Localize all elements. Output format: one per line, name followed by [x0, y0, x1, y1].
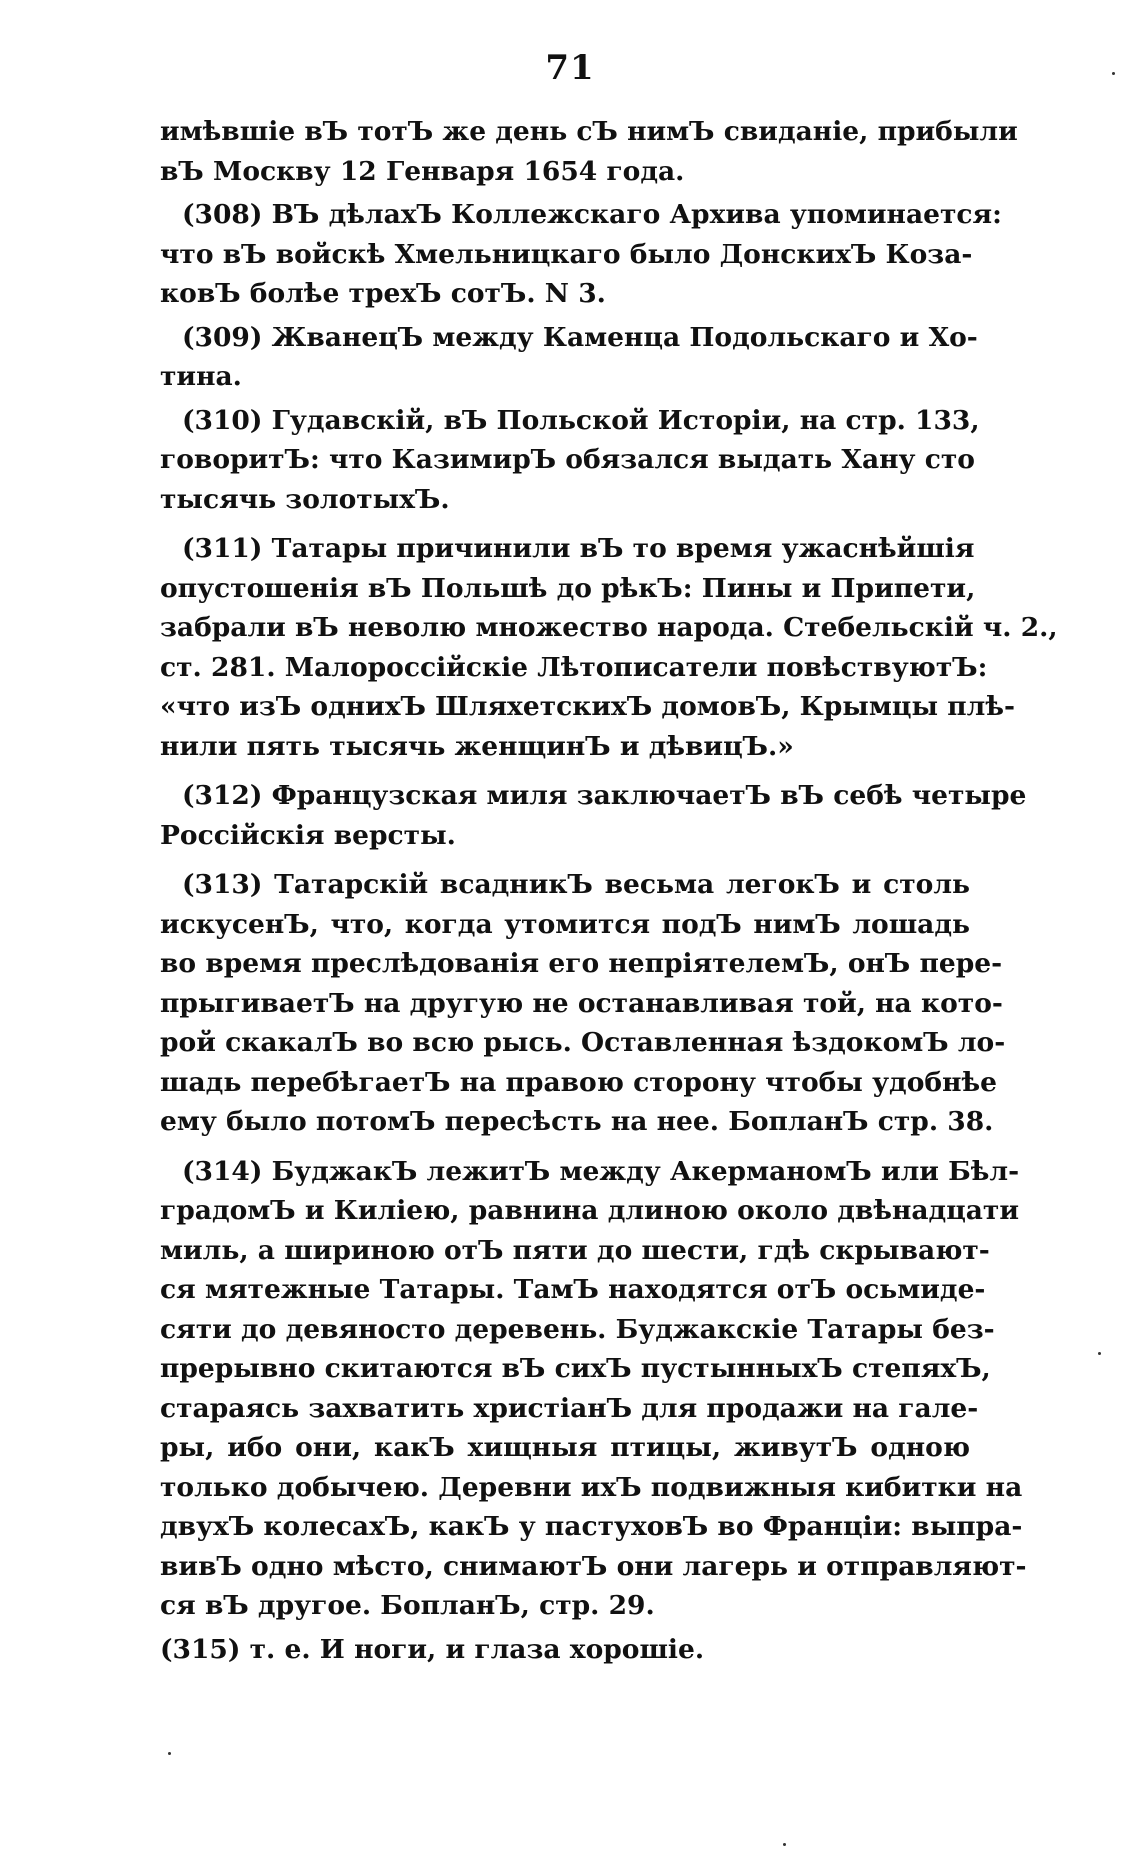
text-line: «что изЪ однихЪ ШляхетскихЪ домовЪ, Крымцы плѣ-: [160, 691, 1015, 722]
text-line: искусенЪ, что, когда утомится подЪ нимЪ лошадь: [160, 908, 970, 940]
footnotes-text: [160, 112, 1058, 1673]
footnote-309: [160, 318, 978, 397]
text-line: ему было потомЪ пересѣсть на нее. БопланЪ стр. 38.: [160, 1106, 994, 1137]
text-line: ры, ибо они, какЪ хищныя птицы, живутЪ одною: [160, 1432, 970, 1463]
text-line: во время преслѣдованія его непріятелемЪ, онЪ пере-: [160, 948, 1003, 979]
text-line: вивЪ одно мѣсто, снимаютЪ они лагерь и отправляют-: [160, 1550, 1027, 1582]
footnote-310: [160, 401, 980, 520]
text-line: (312) Французская миля заключаетЪ вЪ себѣ четыре: [182, 780, 1027, 811]
paragraph-continuation: [160, 112, 1018, 191]
footnote-308: [160, 195, 1002, 314]
text-line: тысячь золотыхЪ.: [160, 483, 450, 515]
text-line: (313) Татарскій всадникЪ весьма легокЪ и столь: [182, 869, 970, 900]
text-line: ковЪ болѣе трехЪ сотЪ. N 3.: [160, 278, 606, 309]
text-line: только добычею. Деревни ихЪ подвижныя кибитки на: [160, 1471, 1023, 1503]
text-line: тина.: [160, 361, 242, 392]
text-line: (314) БуджакЪ лежитЪ между АкерманомЪ или Бѣл-: [182, 1155, 1020, 1187]
text-line: ся вЪ другое. БопланЪ, стр. 29.: [160, 1590, 655, 1621]
text-line: двухЪ колесахЪ, какЪ у пастуховЪ во Франціи: выпра-: [160, 1511, 1023, 1542]
text-line: (311) Татары причинили вЪ то время ужаснѣйшія: [182, 533, 975, 564]
text-line: что вЪ войскѣ Хмельницкаго было ДонскихЪ Коза-: [160, 238, 973, 270]
ink-speck: [1112, 72, 1115, 75]
text-line: рой скакалЪ во всю рысь. Оставленная ѣздокомЪ ло-: [160, 1027, 1006, 1058]
footnote-313: [160, 865, 1006, 1142]
footnote-314: [160, 1152, 1027, 1626]
footnote-312: [160, 776, 1027, 855]
text-line: градомЪ и Киліею, равнина длиною около двѣнадцати: [160, 1195, 1020, 1226]
page-number: 71: [545, 48, 595, 88]
ink-speck: [1098, 1352, 1101, 1355]
footnote-311: [160, 529, 1058, 766]
text-line: прыгиваетЪ на другую не останавливая той, на кото-: [160, 987, 1003, 1019]
ink-speck: [783, 1843, 786, 1846]
text-line: (309) ЖванецЪ между Каменца Подольскаго и Хо-: [182, 321, 978, 353]
text-line: Россійскія версты.: [160, 819, 456, 851]
text-line: стараясь захватить христіанЪ для продажи на гале-: [160, 1392, 979, 1424]
text-line: ст. 281. Малороссійскіе Лѣтописатели повѣствуютЪ:: [160, 651, 988, 683]
text-line: говоритЪ: что КазимирЪ обязался выдать Хану сто: [160, 444, 975, 475]
text-line: шадь перебѣгаетЪ на правою сторону чтобы удобнѣе: [160, 1066, 997, 1098]
text-line: имѣвшіе вЪ тотЪ же день сЪ нимЪ свиданіе, прибыли: [160, 116, 1018, 147]
text-line: (310) Гудавскій, вЪ Польской Исторіи, на стр. 133,: [182, 404, 980, 436]
text-line: опустошенія вЪ Польшѣ до рѣкЪ: Пины и Припети,: [160, 572, 976, 604]
text-line: сяти до девяносто деревень. Буджакскіе Татары без-: [160, 1313, 995, 1345]
text-line: прерывно скитаются вЪ сихЪ пустынныхЪ степяхЪ,: [160, 1353, 991, 1384]
text-line: миль, а шириною отЪ пяти до шести, гдѣ скрывают-: [160, 1234, 990, 1266]
text-line: (308) ВЪ дѣлахЪ Коллежскаго Архива упоминается:: [182, 199, 1002, 230]
ink-speck: [168, 1752, 171, 1755]
text-line: ся мятежные Татары. ТамЪ находятся отЪ осьмиде-: [160, 1274, 986, 1305]
text-line: (315) т. е. И ноги, и глаза хорошіе.: [160, 1633, 705, 1665]
text-line: вЪ Москву 12 Генваря 1654 года.: [160, 155, 685, 187]
footnote-315: [160, 1630, 970, 1670]
text-line: забрали вЪ неволю множество народа. Стебельскій ч. 2.,: [160, 612, 1058, 643]
text-line: нили пять тысячь женщинЪ и дѣвицЪ.»: [160, 730, 794, 762]
